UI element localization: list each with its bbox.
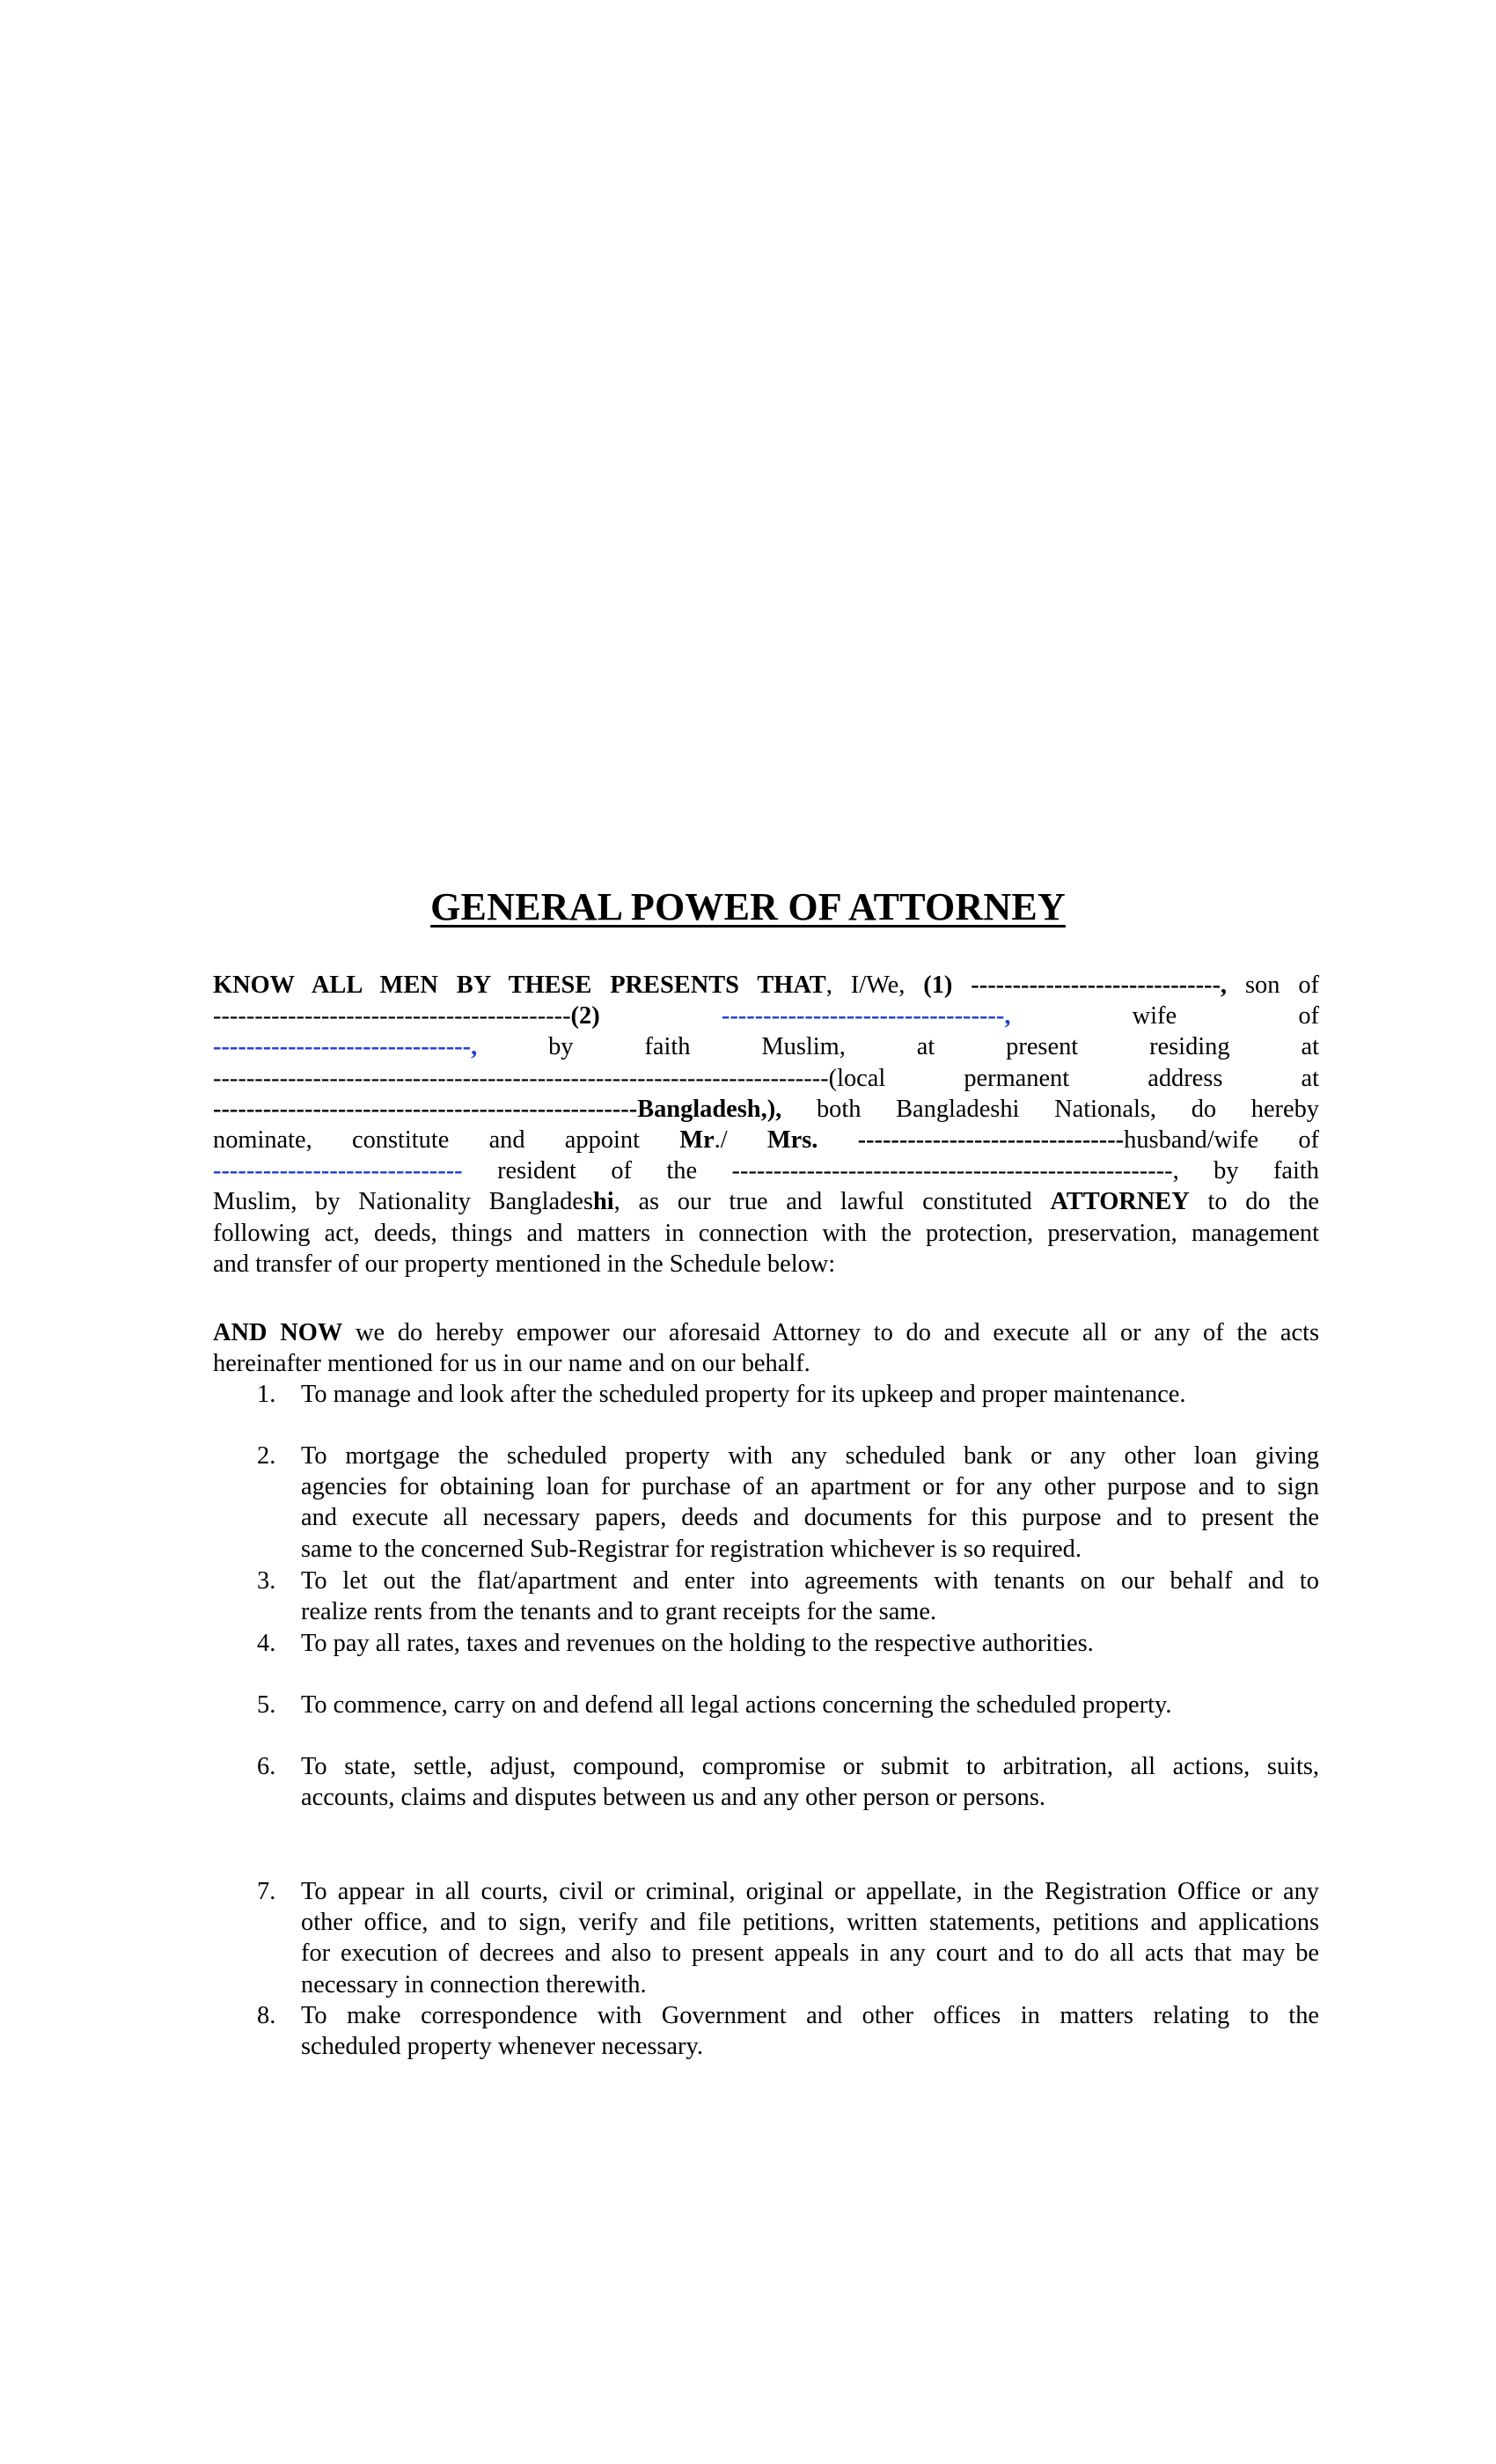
list-item-line: To state, settle, adjust, compound, compromise or submit to arbitration, all actions, suits, bbox=[301, 1753, 1319, 1780]
text: we do hereby empower our aforesaid Attorney to do and execute all or any of the acts bbox=[355, 1319, 1320, 1346]
intro-line: and transfer of our property mentioned in the Schedule below: bbox=[213, 1250, 836, 1278]
resident-of-text: resident of the bbox=[497, 1157, 698, 1185]
list-item-number: 7. bbox=[257, 1878, 276, 1905]
and-now-paragraph bbox=[213, 1317, 1319, 1379]
word: at bbox=[916, 1033, 935, 1061]
intro-line bbox=[213, 970, 1319, 1001]
list-item-number: 4. bbox=[257, 1630, 276, 1657]
and-now-lead: AND NOW bbox=[213, 1319, 343, 1346]
word: by bbox=[548, 1033, 574, 1061]
word: at bbox=[1301, 1033, 1319, 1061]
word: constitute bbox=[351, 1126, 450, 1154]
intro-line bbox=[213, 1125, 1319, 1155]
list-item-line: To appear in all courts, civil or criminal, original or appellate, in the Registration Office or any bbox=[301, 1878, 1319, 1905]
list-item-number: 6. bbox=[257, 1753, 276, 1780]
word: faith bbox=[1272, 1157, 1319, 1185]
know-all-men: KNOW ALL MEN BY THESE PRESENTS THAT bbox=[213, 972, 826, 999]
word: at bbox=[1301, 1064, 1319, 1092]
intro-line bbox=[213, 1155, 1319, 1186]
word: residing bbox=[1149, 1033, 1230, 1061]
word: present bbox=[1006, 1033, 1079, 1061]
intro-line bbox=[213, 1063, 1319, 1094]
list-item-line: To commence, carry on and defend all legal actions concerning the scheduled property. bbox=[301, 1691, 1172, 1719]
list-item-text bbox=[301, 1379, 1319, 1410]
party-2-number: (2) bbox=[570, 1002, 600, 1030]
list-item-line: To mortgage the scheduled property with any scheduled bank or any other loan giving bbox=[301, 1442, 1319, 1470]
word: appoint bbox=[564, 1126, 640, 1154]
list-item-line: other office, and to sign, verify and file petitions, written statements, petitions and applications bbox=[301, 1909, 1319, 1937]
husband-wife-text: husband/wife bbox=[1124, 1126, 1259, 1154]
list-item-text bbox=[301, 1751, 1319, 1813]
attorney-name-blank: -------------------------------- bbox=[857, 1126, 1125, 1154]
list-item-number: 5. bbox=[257, 1691, 276, 1719]
list-item-line: scheduled property whenever necessary. bbox=[301, 2033, 703, 2061]
husband-blank: -------------------------------, bbox=[213, 1033, 478, 1061]
and-now-line bbox=[213, 1317, 1319, 1348]
intro-line: following act, deeds, things and matters in connection with the protection, preservation, management bbox=[213, 1219, 1319, 1247]
intro-line bbox=[213, 1094, 1319, 1125]
list-item-text bbox=[301, 1876, 1319, 2000]
list-item-line: To pay all rates, taxes and revenues on the holding to the respective authorities. bbox=[301, 1630, 1094, 1657]
list-item-text bbox=[301, 1441, 1319, 1565]
list-item-text bbox=[301, 2000, 1319, 2062]
text: , as our true and lawful constituted bbox=[613, 1188, 1032, 1216]
word: by bbox=[1214, 1157, 1239, 1185]
intro-line bbox=[213, 1031, 1319, 1062]
word: address bbox=[1148, 1064, 1223, 1092]
list-item-line: and execute all necessary papers, deeds and documents for this purpose and to present the bbox=[301, 1504, 1319, 1532]
word: Muslim, bbox=[761, 1033, 846, 1061]
word: nominate, bbox=[213, 1126, 312, 1154]
attorney-spouse-blank: ------------------------------ bbox=[213, 1157, 463, 1185]
i-we-text: , I/We, bbox=[825, 972, 906, 999]
word: and bbox=[488, 1126, 525, 1154]
list-item-text bbox=[301, 1628, 1319, 1659]
bangladesh-text: Bangladesh,), bbox=[637, 1095, 782, 1123]
list-item-line: for execution of decrees and also to present appeals in any court and to do all acts that may be bbox=[301, 1940, 1319, 1968]
address-blank: --------------------------------------------------- bbox=[213, 1095, 638, 1123]
slash-text: ./ bbox=[714, 1126, 728, 1154]
list-item-number: 8. bbox=[257, 2002, 276, 2029]
of-text: of bbox=[1298, 1002, 1319, 1030]
word: permanent bbox=[964, 1064, 1070, 1092]
word: faith bbox=[644, 1033, 691, 1061]
intro-line bbox=[213, 1186, 1319, 1217]
intro-line bbox=[213, 1001, 1319, 1031]
list-item-line: To manage and look after the scheduled property for its upkeep and proper maintenance. bbox=[301, 1381, 1186, 1408]
list-item-line: accounts, claims and disputes between us and any other person or persons. bbox=[301, 1784, 1045, 1812]
word: of bbox=[1298, 1126, 1319, 1154]
list-item-number: 3. bbox=[257, 1567, 276, 1595]
party-1-number: (1) bbox=[923, 972, 953, 999]
mr-text: Mr bbox=[679, 1126, 715, 1154]
list-item-line: same to the concerned Sub-Registrar for registration whichever is so required. bbox=[301, 1535, 1082, 1563]
list-item-number: 2. bbox=[257, 1442, 276, 1470]
list-item-text bbox=[301, 1566, 1319, 1627]
attorney-residence-blank: -----------------------------------------------------, bbox=[731, 1157, 1179, 1185]
text: Muslim, by Nationality Banglades bbox=[213, 1188, 593, 1216]
party-2-blank: ----------------------------------, bbox=[721, 1002, 1011, 1030]
list-item-text bbox=[301, 1690, 1319, 1720]
list-item-line: To let out the flat/apartment and enter into agreements with tenants on our behalf and to bbox=[301, 1567, 1319, 1595]
list-item-line: agencies for obtaining loan for purchase of an apartment or for any other purpose and to sign bbox=[301, 1473, 1319, 1501]
intro-paragraph bbox=[213, 970, 1319, 1280]
son-of-text: son of bbox=[1244, 972, 1319, 999]
residence-blank: --------------------------------------------------------------------------(local bbox=[213, 1064, 886, 1092]
father-blank: ------------------------------------------- bbox=[213, 1002, 571, 1030]
attorney-text: ATTORNEY bbox=[1050, 1188, 1190, 1216]
list-item-line: realize rents from the tenants and to grant receipts for the same. bbox=[301, 1598, 937, 1626]
document-title: GENERAL POWER OF ATTORNEY bbox=[430, 885, 1066, 928]
list-item-line: To make correspondence with Government and other offices in matters relating to the bbox=[301, 2002, 1319, 2029]
and-now-line: hereinafter mentioned for us in our name and on our behalf. bbox=[213, 1350, 810, 1378]
text: to do the bbox=[1207, 1188, 1320, 1216]
both-nationals-text: both Bangladeshi Nationals, do hereby bbox=[816, 1095, 1319, 1123]
party-1-blank: ------------------------------, bbox=[971, 972, 1228, 999]
text: hi bbox=[592, 1188, 614, 1216]
wife-text: wife bbox=[1132, 1002, 1177, 1030]
list-item-line: necessary in connection therewith. bbox=[301, 1970, 647, 1998]
mrs-text: Mrs. bbox=[766, 1126, 818, 1154]
list-item-number: 1. bbox=[257, 1381, 276, 1408]
